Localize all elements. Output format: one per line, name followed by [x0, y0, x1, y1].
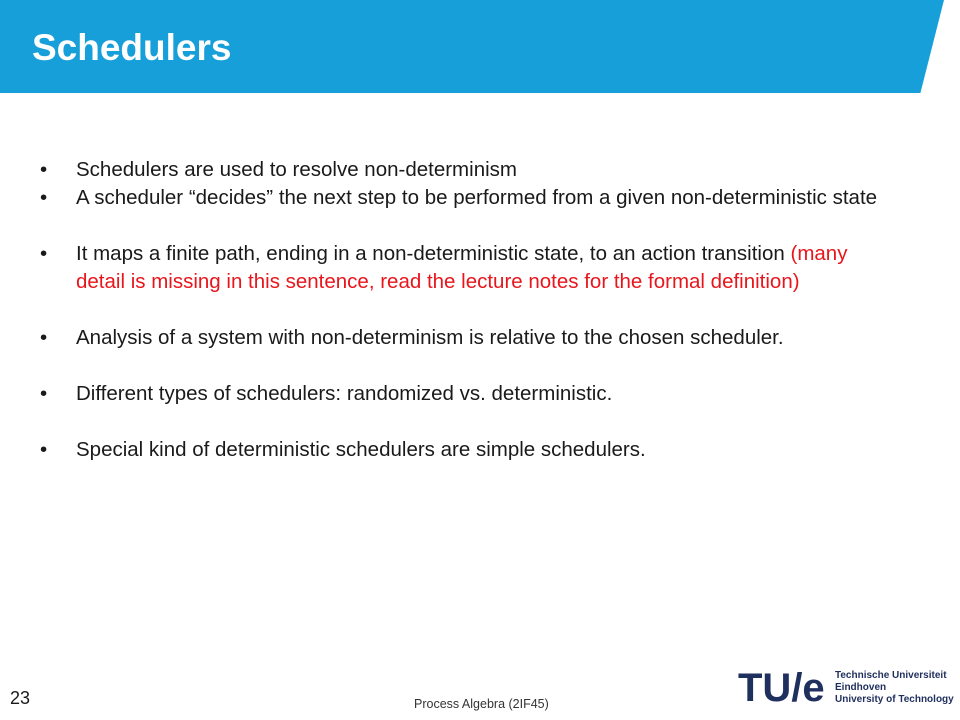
logo-mark-text: TU/e	[738, 666, 825, 709]
bullet-text: It maps a finite path, ending in a non-deterministic state, to an action transition	[76, 242, 791, 265]
bullet-note: (many detail is missing in this sentence, read the lecture notes for the formal definition)	[76, 242, 848, 293]
slide-title: Schedulers	[32, 27, 232, 68]
course-name: Process Algebra (2IF45)	[414, 697, 549, 711]
slide-number: 23	[10, 688, 31, 708]
bullet-item: • Special kind of deterministic schedulers are simple schedulers.	[40, 436, 900, 464]
university-line: University of Technology	[835, 694, 954, 705]
bullet-item: • Different types of schedulers: randomized vs. deterministic.	[40, 380, 900, 408]
spacer	[40, 352, 900, 380]
bullet-item: • Analysis of a system with non-determinism is relative to the chosen scheduler.	[40, 324, 900, 352]
spacer	[40, 212, 900, 240]
bullet-item: • A scheduler “decides” the next step to be performed from a given non-deterministic state	[40, 184, 900, 212]
university-line: Technische Universiteit	[835, 670, 947, 681]
bullet-item: • Schedulers are used to resolve non-determinism	[40, 156, 900, 184]
spacer	[40, 296, 900, 324]
university-name	[835, 670, 954, 706]
university-line: Eindhoven	[835, 682, 887, 693]
bullet-item	[40, 240, 900, 296]
spacer	[40, 408, 900, 436]
bullet-list	[40, 156, 900, 464]
tue-logo-icon	[738, 661, 828, 709]
